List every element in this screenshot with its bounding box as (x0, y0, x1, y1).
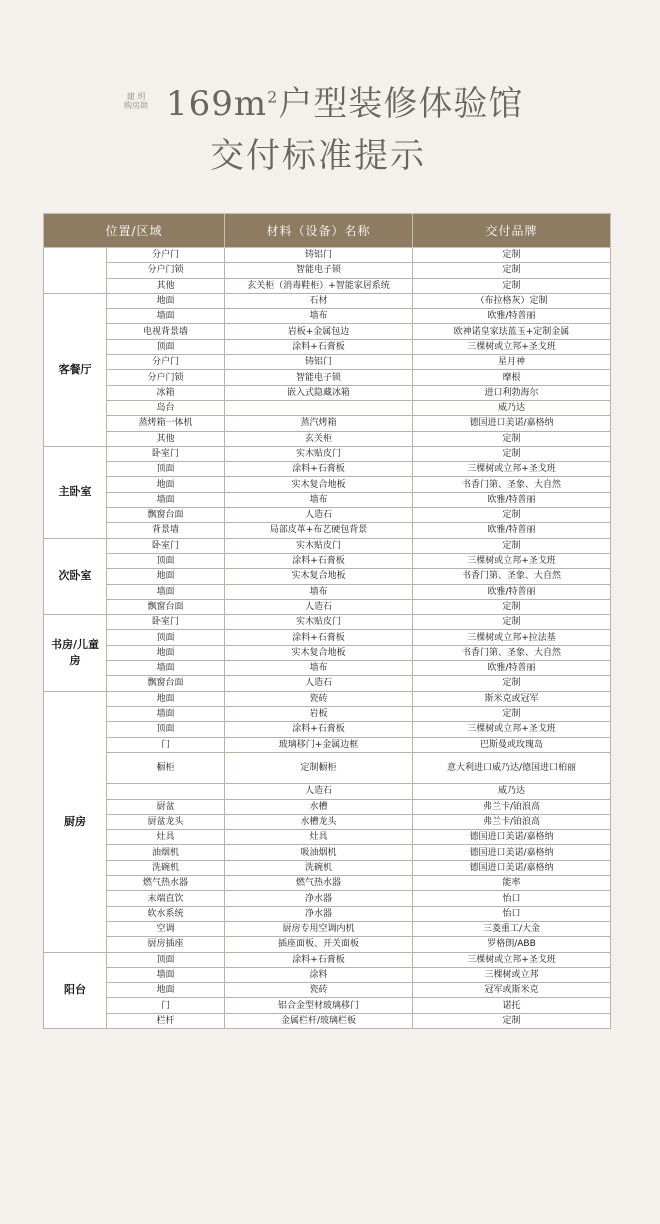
position-cell: 卧室门 (107, 615, 225, 630)
brand-cell: 书香门第、圣象、大自然 (413, 645, 611, 660)
table-row (44, 324, 611, 339)
table-row (44, 462, 611, 477)
material-cell: 水槽 (225, 799, 413, 814)
brand-cell: 罗格朗/ABB (413, 937, 611, 952)
table-row (44, 737, 611, 752)
table-row (44, 1013, 611, 1028)
brand-cell: 欧雅/特普丽 (413, 523, 611, 538)
position-cell: 空调 (107, 921, 225, 936)
brand-cell: 三棵树或立邦+拉法基 (413, 630, 611, 645)
table-row (44, 814, 611, 829)
table-row (44, 661, 611, 676)
title-suffix: 户型装修体验馆 (278, 84, 524, 124)
position-cell: 分户门 (107, 355, 225, 370)
material-cell: 铸铝门 (225, 248, 413, 263)
material-cell: 实木复合地板 (225, 645, 413, 660)
position-cell: 墙面 (107, 309, 225, 324)
table-row (44, 876, 611, 891)
brand-cell: 定制 (413, 508, 611, 523)
position-cell: 地面 (107, 645, 225, 660)
brand-cell: 定制 (413, 248, 611, 263)
material-cell: 玄关柜 (225, 431, 413, 446)
position-cell: 门 (107, 998, 225, 1013)
table-row (44, 691, 611, 706)
position-cell: 地面 (107, 983, 225, 998)
table-row (44, 967, 611, 982)
position-cell (107, 784, 225, 799)
table-header-row (44, 214, 611, 248)
material-cell: 定制橱柜 (225, 752, 413, 784)
header-material: 材料（设备）名称 (225, 214, 413, 248)
brand-cell: 定制 (413, 431, 611, 446)
brand-cell: 三棵树或立邦+圣戈班 (413, 952, 611, 967)
material-cell: 智能电子锁 (225, 370, 413, 385)
material-cell: 涂料+石膏板 (225, 630, 413, 645)
brand-cell: 冠军或斯米克 (413, 983, 611, 998)
position-cell: 飘窗台面 (107, 599, 225, 614)
material-cell: 厨房专用空调内机 (225, 921, 413, 936)
table-row (44, 355, 611, 370)
brand-cell: 定制 (413, 446, 611, 461)
table-row (44, 830, 611, 845)
position-cell: 背景墙 (107, 523, 225, 538)
brand-cell: 巴斯曼或玫瑰岛 (413, 737, 611, 752)
position-cell: 橱柜 (107, 752, 225, 784)
table-row (44, 983, 611, 998)
area-cell: 阳台 (44, 952, 107, 1028)
table-row (44, 508, 611, 523)
page-subtitle: 交付标准提示 (210, 136, 426, 176)
brand-cell: 星月神 (413, 355, 611, 370)
position-cell: 洗碗机 (107, 860, 225, 875)
table-row (44, 293, 611, 308)
position-cell: 蒸烤箱一体机 (107, 416, 225, 431)
position-cell: 其他 (107, 278, 225, 293)
table-row (44, 722, 611, 737)
area-cell: 次卧室 (44, 538, 107, 614)
brand-cell: 欧雅/特普丽 (413, 584, 611, 599)
brand-cell: 三棵树或立邦+圣戈班 (413, 553, 611, 568)
material-cell: 铝合金型材玻璃移门 (225, 998, 413, 1013)
position-cell: 门 (107, 737, 225, 752)
table-row (44, 248, 611, 263)
material-cell: 涂料 (225, 967, 413, 982)
material-cell: 人造石 (225, 508, 413, 523)
material-cell: 实木复合地板 (225, 569, 413, 584)
brand-cell: 德国进口美诺/嘉格纳 (413, 830, 611, 845)
material-cell: 蒸汽烤箱 (225, 416, 413, 431)
position-cell: 分户门锁 (107, 370, 225, 385)
brand-cell: 定制 (413, 538, 611, 553)
brand-cell: 意大利进口威乃达/德国进口柏丽 (413, 752, 611, 784)
table-row (44, 553, 611, 568)
position-cell: 厨房插座 (107, 937, 225, 952)
brand-cell: 德国进口美诺/嘉格纳 (413, 860, 611, 875)
material-cell: 涂料+石膏板 (225, 462, 413, 477)
position-cell: 地面 (107, 477, 225, 492)
brand-cell: 定制 (413, 263, 611, 278)
position-cell: 顶面 (107, 462, 225, 477)
brand-cell: 欧雅/特普丽 (413, 492, 611, 507)
position-cell: 墙面 (107, 706, 225, 721)
brand-cell: 能率 (413, 876, 611, 891)
header-position: 位置/区域 (44, 214, 225, 248)
material-cell: 插座面板、开关面板 (225, 937, 413, 952)
table-row (44, 599, 611, 614)
table-row (44, 400, 611, 415)
brand-cell: 三菱重工/大金 (413, 921, 611, 936)
brand-cell: （布拉格灰）定制 (413, 293, 611, 308)
material-cell: 岩板+金属包边 (225, 324, 413, 339)
position-cell: 地面 (107, 293, 225, 308)
area-cell: 书房/儿童房 (44, 615, 107, 691)
table-row (44, 278, 611, 293)
brand-cell: 定制 (413, 1013, 611, 1028)
position-cell: 墙面 (107, 584, 225, 599)
table-row (44, 799, 611, 814)
brand-cell: 三棵树或立邦+圣戈班 (413, 462, 611, 477)
table-body (44, 248, 611, 1029)
position-cell: 墙面 (107, 492, 225, 507)
table-row (44, 784, 611, 799)
brand-cell: 定制 (413, 615, 611, 630)
table-row (44, 645, 611, 660)
area-cell: 厨房 (44, 691, 107, 952)
position-cell: 墙面 (107, 967, 225, 982)
position-cell: 顶面 (107, 339, 225, 354)
position-cell: 栏杆 (107, 1013, 225, 1028)
area-cell: 主卧室 (44, 446, 107, 538)
material-cell: 墙布 (225, 492, 413, 507)
position-cell: 厨盆龙头 (107, 814, 225, 829)
brand-cell: 怡口 (413, 906, 611, 921)
table-row (44, 998, 611, 1013)
brand-cell: 书香门第、圣象、大自然 (413, 569, 611, 584)
brand-cell: 欧雅/特普丽 (413, 661, 611, 676)
material-cell: 涂料+石膏板 (225, 722, 413, 737)
brand-cell: 诺托 (413, 998, 611, 1013)
material-cell: 金属栏杆/玻璃栏板 (225, 1013, 413, 1028)
material-cell: 实木复合地板 (225, 477, 413, 492)
delivery-standard-table (43, 213, 611, 1029)
position-cell: 油烟机 (107, 845, 225, 860)
material-cell: 石材 (225, 293, 413, 308)
brand-cell: 三棵树或立邦+圣戈班 (413, 339, 611, 354)
table-row (44, 492, 611, 507)
material-cell: 洗碗机 (225, 860, 413, 875)
position-cell: 顶面 (107, 630, 225, 645)
table-row (44, 860, 611, 875)
header-brand: 交付品牌 (413, 214, 611, 248)
position-cell: 厨盆 (107, 799, 225, 814)
logo-line-2: 购房助 (124, 101, 148, 110)
brand-cell: 定制 (413, 706, 611, 721)
position-cell: 顶面 (107, 553, 225, 568)
material-cell: 净水器 (225, 891, 413, 906)
title-prefix: 169m (166, 84, 268, 124)
brand-cell: 威乃达 (413, 400, 611, 415)
position-cell: 分户门锁 (107, 263, 225, 278)
material-cell: 净水器 (225, 906, 413, 921)
material-cell: 玄关柜（消毒鞋柜）+智能家居系统 (225, 278, 413, 293)
title-superscript: 2 (267, 87, 279, 107)
logo-line-1: 建 玥 (126, 92, 146, 101)
brand-cell: 怡口 (413, 891, 611, 906)
page-header (0, 0, 660, 200)
material-cell: 涂料+石膏板 (225, 553, 413, 568)
table-row (44, 569, 611, 584)
material-cell: 智能电子锁 (225, 263, 413, 278)
material-cell: 墙布 (225, 584, 413, 599)
brand-cell: 三棵树或立邦+圣戈班 (413, 722, 611, 737)
material-cell (225, 400, 413, 415)
position-cell: 分户门 (107, 248, 225, 263)
position-cell: 冰箱 (107, 385, 225, 400)
table-row (44, 952, 611, 967)
position-cell: 灶具 (107, 830, 225, 845)
table-row (44, 339, 611, 354)
position-cell: 地面 (107, 569, 225, 584)
position-cell: 岛台 (107, 400, 225, 415)
brand-cell: 德国进口美诺/嘉格纳 (413, 416, 611, 431)
table-row (44, 615, 611, 630)
brand-cell: 三棵树或立邦 (413, 967, 611, 982)
table-row (44, 584, 611, 599)
material-cell: 水槽龙头 (225, 814, 413, 829)
material-cell: 实木贴皮门 (225, 615, 413, 630)
table-row (44, 937, 611, 952)
material-cell: 涂料+石膏板 (225, 339, 413, 354)
material-cell: 墙布 (225, 661, 413, 676)
position-cell: 飘窗台面 (107, 676, 225, 691)
material-cell: 吸油烟机 (225, 845, 413, 860)
brand-cell: 定制 (413, 278, 611, 293)
brand-cell: 德国进口美诺/嘉格纳 (413, 845, 611, 860)
material-cell: 人造石 (225, 599, 413, 614)
table-row (44, 845, 611, 860)
table-row (44, 370, 611, 385)
material-cell: 实木贴皮门 (225, 538, 413, 553)
position-cell: 顶面 (107, 952, 225, 967)
brand-cell: 欧神诺皇家珐蓝玉+定制金属 (413, 324, 611, 339)
brand-cell: 斯米克或冠军 (413, 691, 611, 706)
table-row (44, 431, 611, 446)
position-cell: 燃气热水器 (107, 876, 225, 891)
position-cell: 软水系统 (107, 906, 225, 921)
table-row (44, 523, 611, 538)
position-cell: 末端直饮 (107, 891, 225, 906)
material-cell: 涂料+石膏板 (225, 952, 413, 967)
table-row (44, 416, 611, 431)
material-cell: 人造石 (225, 784, 413, 799)
material-cell: 瓷砖 (225, 983, 413, 998)
position-cell: 飘窗台面 (107, 508, 225, 523)
brand-cell: 定制 (413, 676, 611, 691)
position-cell: 其他 (107, 431, 225, 446)
material-cell: 嵌入式隐藏冰箱 (225, 385, 413, 400)
table-row (44, 706, 611, 721)
position-cell: 卧室门 (107, 538, 225, 553)
brand-cell: 摩根 (413, 370, 611, 385)
position-cell: 顶面 (107, 722, 225, 737)
position-cell: 地面 (107, 691, 225, 706)
position-cell: 卧室门 (107, 446, 225, 461)
material-cell: 灶具 (225, 830, 413, 845)
brand-cell: 书香门第、圣象、大自然 (413, 477, 611, 492)
material-cell: 玻璃移门+金属边框 (225, 737, 413, 752)
table-row (44, 891, 611, 906)
brand-cell: 弗兰卡/铂浪高 (413, 799, 611, 814)
brand-cell: 欧雅/特普丽 (413, 309, 611, 324)
table-row (44, 906, 611, 921)
material-cell: 燃气热水器 (225, 876, 413, 891)
position-cell: 墙面 (107, 661, 225, 676)
table-row (44, 921, 611, 936)
material-cell: 瓷砖 (225, 691, 413, 706)
material-cell: 人造石 (225, 676, 413, 691)
page-title (166, 76, 566, 125)
brand-cell: 进口利勃海尔 (413, 385, 611, 400)
brand-cell: 弗兰卡/铂浪高 (413, 814, 611, 829)
table-row (44, 309, 611, 324)
brand-cell: 威乃达 (413, 784, 611, 799)
area-cell: 客餐厅 (44, 293, 107, 446)
brand-cell: 定制 (413, 599, 611, 614)
material-cell: 铸铝门 (225, 355, 413, 370)
brand-logo (121, 92, 151, 110)
material-cell: 局部皮革+布艺硬包背景 (225, 523, 413, 538)
position-cell: 电视背景墙 (107, 324, 225, 339)
material-cell: 墙布 (225, 309, 413, 324)
material-cell: 岩板 (225, 706, 413, 721)
area-cell (44, 248, 107, 294)
table-row (44, 752, 611, 784)
table-row (44, 477, 611, 492)
table-row (44, 446, 611, 461)
table-row (44, 263, 611, 278)
table-row (44, 676, 611, 691)
table-row (44, 538, 611, 553)
table-row (44, 385, 611, 400)
material-cell: 实木贴皮门 (225, 446, 413, 461)
table-row (44, 630, 611, 645)
